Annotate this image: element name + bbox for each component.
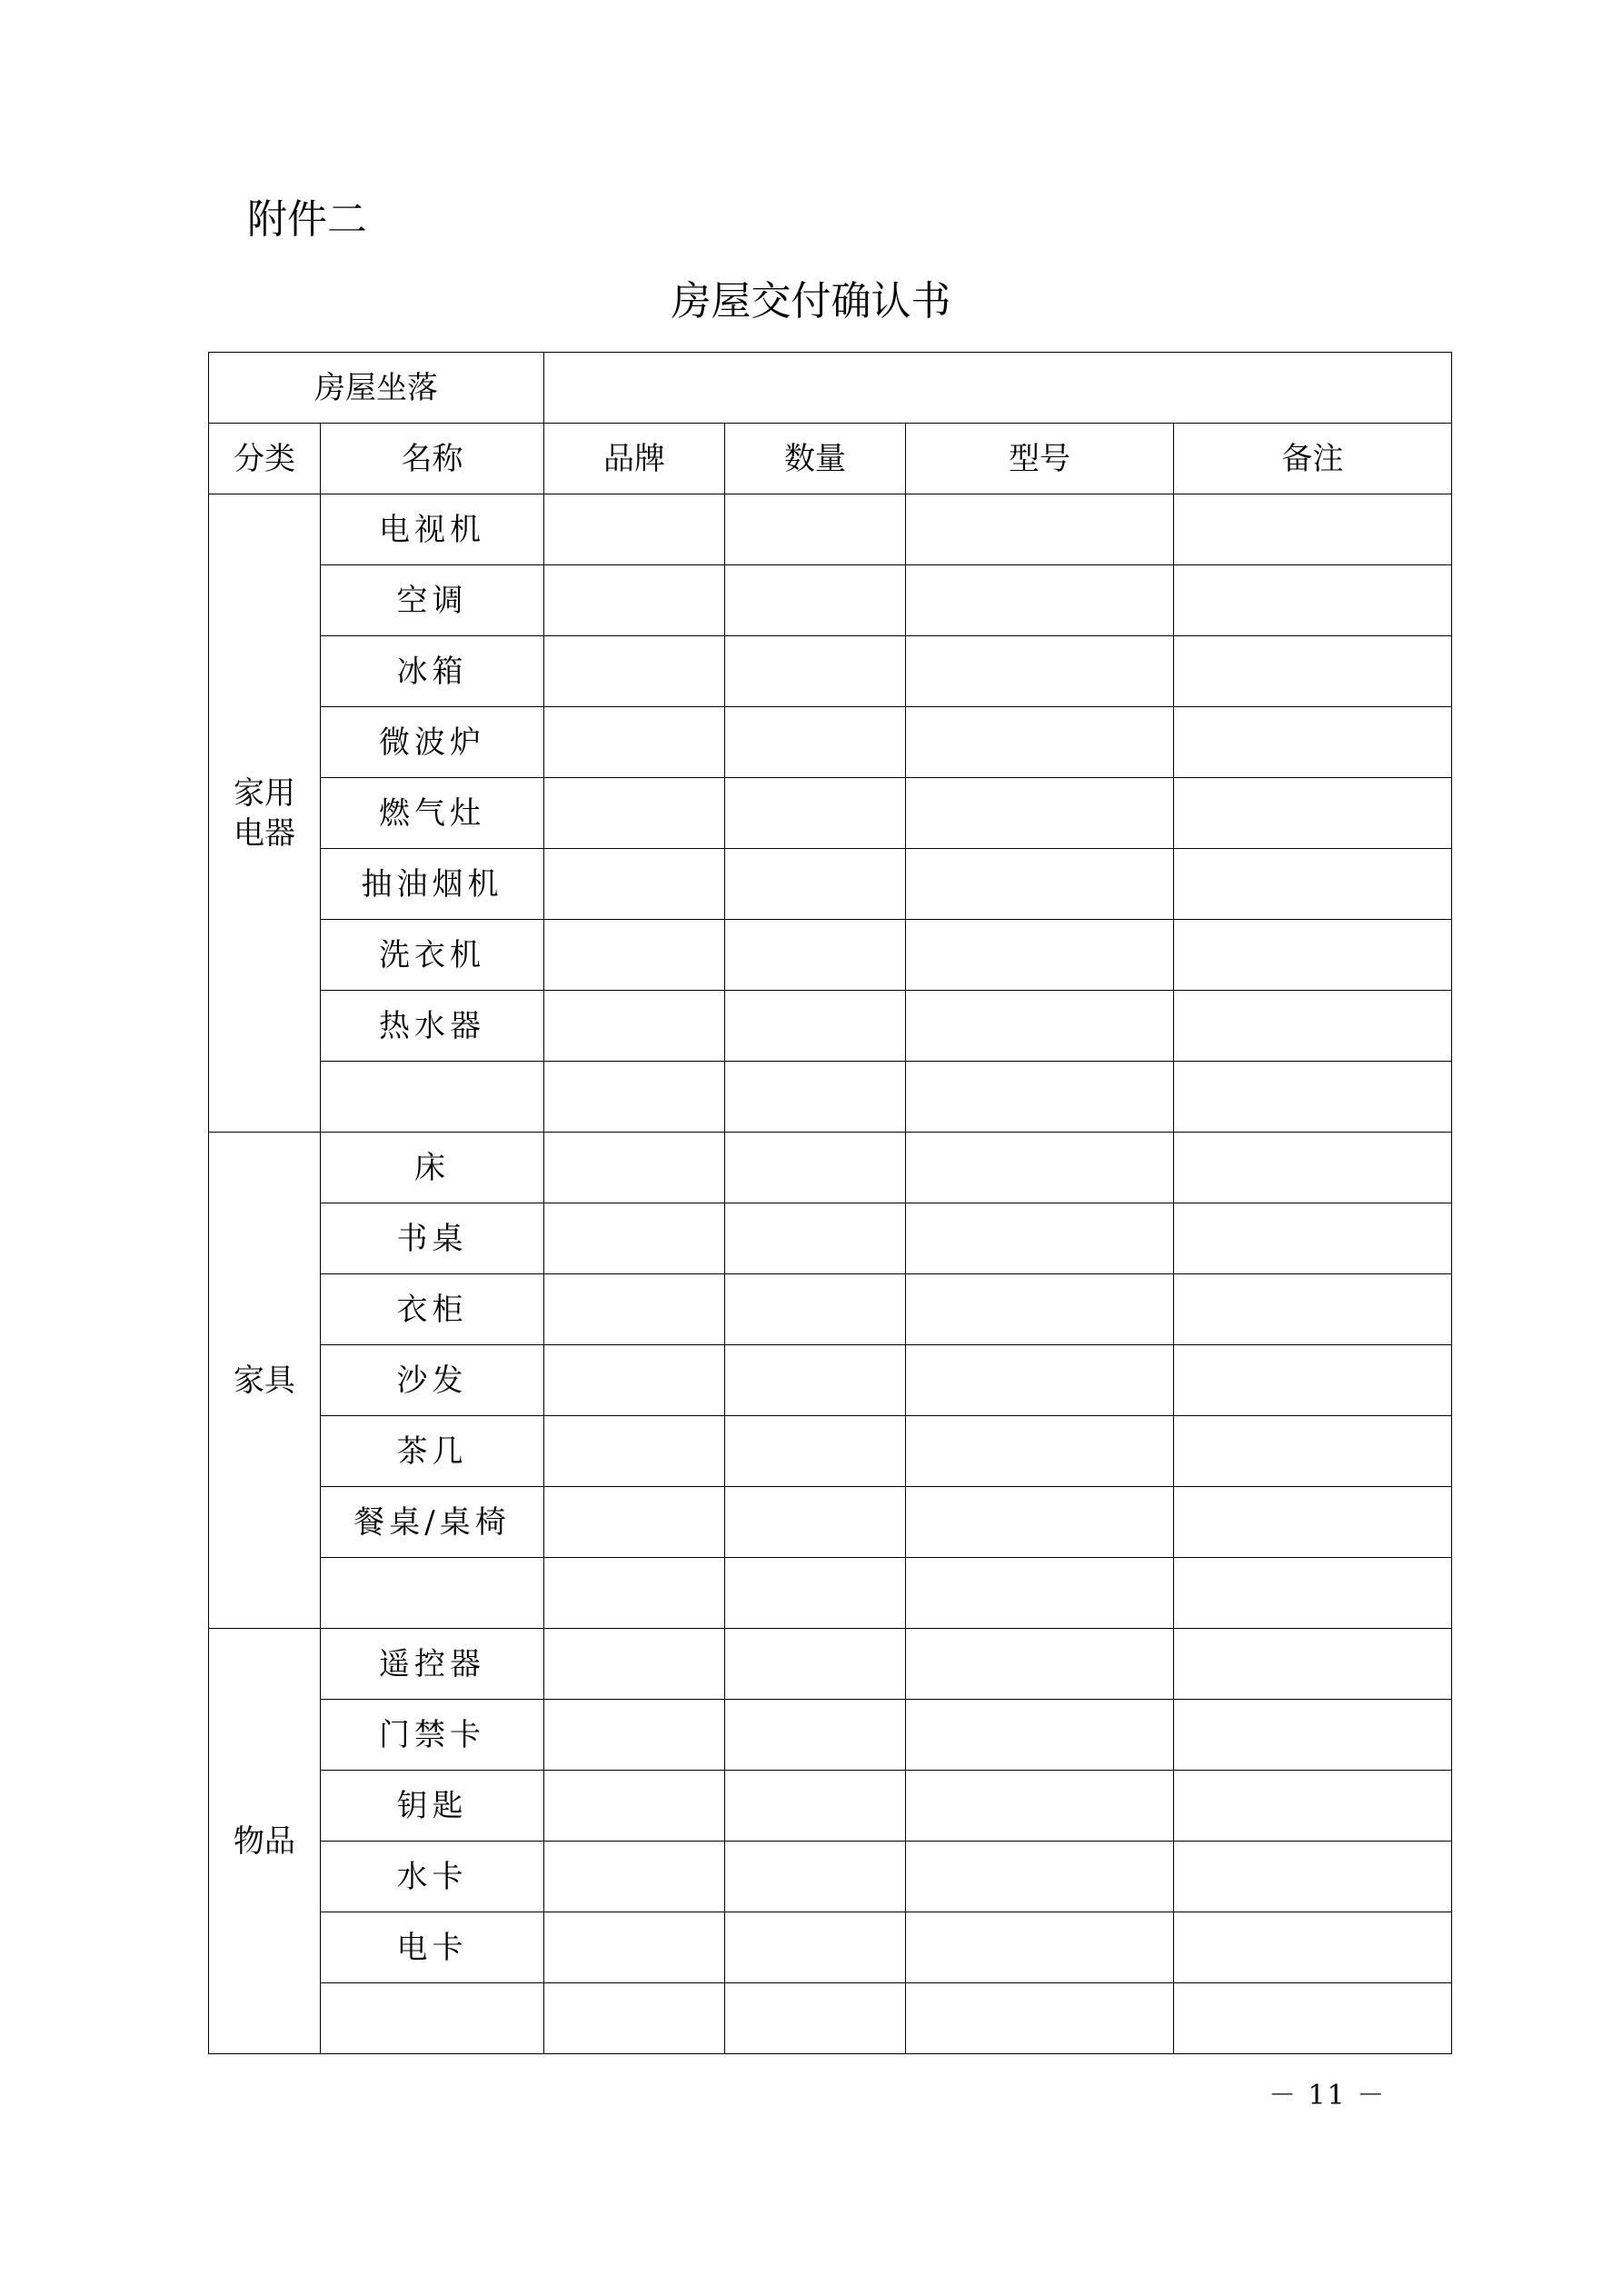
- brand-cell[interactable]: [544, 1487, 725, 1558]
- item-name-cell: 冰箱: [321, 636, 544, 707]
- model-cell[interactable]: [906, 1345, 1174, 1416]
- model-cell[interactable]: [906, 707, 1174, 778]
- item-name-cell: 门禁卡: [321, 1700, 544, 1771]
- table-row: [209, 1842, 1452, 1912]
- quantity-cell[interactable]: [725, 920, 906, 991]
- quantity-cell[interactable]: [725, 1274, 906, 1345]
- handover-table: [208, 352, 1452, 2054]
- model-cell[interactable]: [906, 1771, 1174, 1842]
- remarks-cell[interactable]: [1174, 849, 1452, 920]
- table-row: [209, 1629, 1452, 1700]
- item-name-cell: 抽油烟机: [321, 849, 544, 920]
- column-header-model: 型号: [906, 424, 1174, 494]
- table-row: [209, 1771, 1452, 1842]
- category-cell: 家用 电器: [209, 494, 321, 1133]
- remarks-cell[interactable]: [1174, 1487, 1452, 1558]
- quantity-cell[interactable]: [725, 1771, 906, 1842]
- model-cell[interactable]: [906, 636, 1174, 707]
- quantity-cell[interactable]: [725, 494, 906, 565]
- location-row: [209, 353, 1452, 424]
- item-name-cell: [321, 1983, 544, 2054]
- item-name-cell: 空调: [321, 565, 544, 636]
- brand-cell[interactable]: [544, 1274, 725, 1345]
- brand-cell[interactable]: [544, 636, 725, 707]
- model-cell[interactable]: [906, 1629, 1174, 1700]
- quantity-cell[interactable]: [725, 1345, 906, 1416]
- item-name-cell: 热水器: [321, 991, 544, 1062]
- remarks-cell[interactable]: [1174, 494, 1452, 565]
- quantity-cell[interactable]: [725, 636, 906, 707]
- remarks-cell[interactable]: [1174, 1983, 1452, 2054]
- brand-cell[interactable]: [544, 1558, 725, 1629]
- item-name-cell: 钥匙: [321, 1771, 544, 1842]
- page-title: 房屋交付确认书: [671, 278, 951, 324]
- remarks-cell[interactable]: [1174, 1842, 1452, 1912]
- quantity-cell[interactable]: [725, 1203, 906, 1274]
- brand-cell[interactable]: [544, 1983, 725, 2054]
- item-name-cell: 茶几: [321, 1416, 544, 1487]
- brand-cell[interactable]: [544, 1842, 725, 1912]
- table-row: [209, 707, 1452, 778]
- table-row: [209, 494, 1452, 565]
- header-row: [209, 424, 1452, 494]
- item-name-cell: 洗衣机: [321, 920, 544, 991]
- page-number: － 11 －: [1269, 2080, 1387, 2111]
- remarks-cell[interactable]: [1174, 1416, 1452, 1487]
- remarks-cell[interactable]: [1174, 991, 1452, 1062]
- remarks-cell[interactable]: [1174, 1558, 1452, 1629]
- quantity-cell[interactable]: [725, 1416, 906, 1487]
- model-cell[interactable]: [906, 1912, 1174, 1983]
- table-row: [209, 1983, 1452, 2054]
- item-name-cell: 遥控器: [321, 1629, 544, 1700]
- remarks-cell[interactable]: [1174, 1133, 1452, 1203]
- remarks-cell[interactable]: [1174, 565, 1452, 636]
- remarks-cell[interactable]: [1174, 1700, 1452, 1771]
- table-row: [209, 1133, 1452, 1203]
- remarks-cell[interactable]: [1174, 707, 1452, 778]
- model-cell[interactable]: [906, 1416, 1174, 1487]
- brand-cell[interactable]: [544, 849, 725, 920]
- model-cell[interactable]: [906, 849, 1174, 920]
- model-cell[interactable]: [906, 1203, 1174, 1274]
- brand-cell[interactable]: [544, 1345, 725, 1416]
- category-cell: 家具: [209, 1133, 321, 1629]
- model-cell[interactable]: [906, 1983, 1174, 2054]
- brand-cell[interactable]: [544, 494, 725, 565]
- remarks-cell[interactable]: [1174, 1345, 1452, 1416]
- table-row: [209, 636, 1452, 707]
- model-cell[interactable]: [906, 778, 1174, 849]
- remarks-cell[interactable]: [1174, 1274, 1452, 1345]
- brand-cell[interactable]: [544, 1133, 725, 1203]
- item-name-cell: 书桌: [321, 1203, 544, 1274]
- remarks-cell[interactable]: [1174, 1203, 1452, 1274]
- category-cell: 物品: [209, 1629, 321, 2054]
- brand-cell[interactable]: [544, 565, 725, 636]
- item-name-cell: 燃气灶: [321, 778, 544, 849]
- table-row: [209, 1487, 1452, 1558]
- quantity-cell[interactable]: [725, 707, 906, 778]
- quantity-cell[interactable]: [725, 1558, 906, 1629]
- brand-cell[interactable]: [544, 1062, 725, 1133]
- brand-cell[interactable]: [544, 1912, 725, 1983]
- remarks-cell[interactable]: [1174, 778, 1452, 849]
- remarks-cell[interactable]: [1174, 920, 1452, 991]
- item-name-cell: 电视机: [321, 494, 544, 565]
- column-header-category: 分类: [209, 424, 321, 494]
- table-row: [209, 778, 1452, 849]
- model-cell[interactable]: [906, 1062, 1174, 1133]
- brand-cell[interactable]: [544, 1416, 725, 1487]
- brand-cell[interactable]: [544, 991, 725, 1062]
- item-name-cell: 衣柜: [321, 1274, 544, 1345]
- brand-cell[interactable]: [544, 1771, 725, 1842]
- table-row: [209, 1345, 1452, 1416]
- location-label: 房屋坐落: [209, 353, 544, 424]
- table-row: [209, 1062, 1452, 1133]
- item-name-cell: 微波炉: [321, 707, 544, 778]
- model-cell[interactable]: [906, 565, 1174, 636]
- table-row: [209, 1416, 1452, 1487]
- quantity-cell[interactable]: [725, 1700, 906, 1771]
- remarks-cell[interactable]: [1174, 1912, 1452, 1983]
- model-cell[interactable]: [906, 1133, 1174, 1203]
- item-name-cell: 电卡: [321, 1912, 544, 1983]
- quantity-cell[interactable]: [725, 849, 906, 920]
- model-cell[interactable]: [906, 1487, 1174, 1558]
- column-header-quantity: 数量: [725, 424, 906, 494]
- quantity-cell[interactable]: [725, 1983, 906, 2054]
- item-name-cell: [321, 1062, 544, 1133]
- quantity-cell[interactable]: [725, 1487, 906, 1558]
- item-name-cell: 水卡: [321, 1842, 544, 1912]
- quantity-cell[interactable]: [725, 1912, 906, 1983]
- brand-cell[interactable]: [544, 1629, 725, 1700]
- brand-cell[interactable]: [544, 1700, 725, 1771]
- brand-cell[interactable]: [544, 1203, 725, 1274]
- brand-cell[interactable]: [544, 920, 725, 991]
- quantity-cell[interactable]: [725, 1062, 906, 1133]
- brand-cell[interactable]: [544, 707, 725, 778]
- model-cell[interactable]: [906, 1700, 1174, 1771]
- table-row: [209, 991, 1452, 1062]
- attachment-label: 附件二: [247, 196, 367, 243]
- brand-cell[interactable]: [544, 778, 725, 849]
- quantity-cell[interactable]: [725, 565, 906, 636]
- quantity-cell[interactable]: [725, 778, 906, 849]
- table-row: [209, 565, 1452, 636]
- model-cell[interactable]: [906, 1558, 1174, 1629]
- table-row: [209, 1558, 1452, 1629]
- remarks-cell[interactable]: [1174, 1629, 1452, 1700]
- remarks-cell[interactable]: [1174, 636, 1452, 707]
- quantity-cell[interactable]: [725, 1842, 906, 1912]
- table-row: [209, 849, 1452, 920]
- table-row: [209, 1912, 1452, 1983]
- model-cell[interactable]: [906, 920, 1174, 991]
- table-row: [209, 1700, 1452, 1771]
- column-header-brand: 品牌: [544, 424, 725, 494]
- item-name-cell: [321, 1558, 544, 1629]
- remarks-cell[interactable]: [1174, 1771, 1452, 1842]
- quantity-cell[interactable]: [725, 1629, 906, 1700]
- item-name-cell: 沙发: [321, 1345, 544, 1416]
- column-header-name: 名称: [321, 424, 544, 494]
- table-row: [209, 1274, 1452, 1345]
- model-cell[interactable]: [906, 1842, 1174, 1912]
- model-cell[interactable]: [906, 494, 1174, 565]
- remarks-cell[interactable]: [1174, 1062, 1452, 1133]
- table-row: [209, 920, 1452, 991]
- item-name-cell: 床: [321, 1133, 544, 1203]
- quantity-cell[interactable]: [725, 1133, 906, 1203]
- item-name-cell: 餐桌/桌椅: [321, 1487, 544, 1558]
- location-value-cell[interactable]: [544, 353, 1452, 424]
- model-cell[interactable]: [906, 1274, 1174, 1345]
- model-cell[interactable]: [906, 991, 1174, 1062]
- column-header-remarks: 备注: [1174, 424, 1452, 494]
- quantity-cell[interactable]: [725, 991, 906, 1062]
- table-row: [209, 1203, 1452, 1274]
